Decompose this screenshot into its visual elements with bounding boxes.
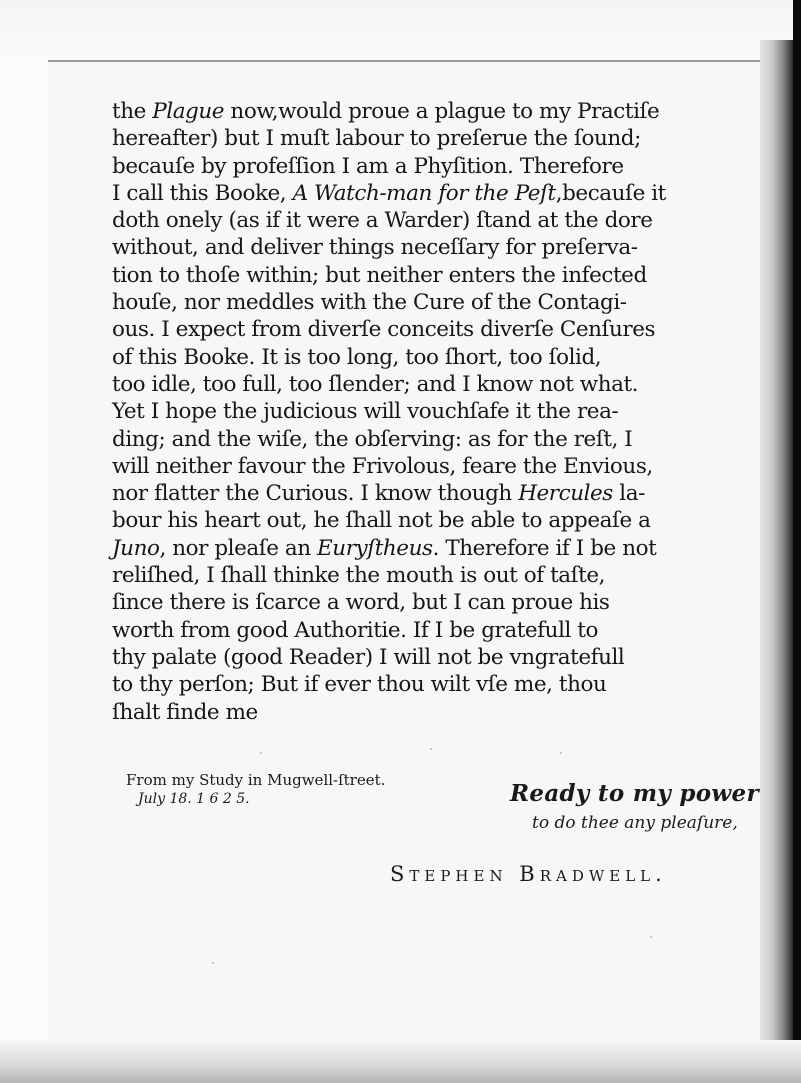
italic-phrase: Plague [152, 99, 225, 124]
body-line: without, and deliver things neceſſary for preſerva- [112, 235, 638, 261]
body-line: tion to thoſe within; but neither enters the infected [112, 262, 647, 288]
body-line: Juno, nor pleaſe an Euryſtheus. Therefore if I be not [112, 535, 657, 561]
body-line: Yet I hope the judicious will vouchſafe it the rea- [112, 399, 619, 425]
body-line: of this Booke. It is too long, too ſhort, too ſolid, [112, 344, 602, 370]
body-line: too idle, too full, too ſlender; and I know not what. [112, 371, 639, 397]
body-line: ding; and the wiſe, the obſerving: as for the reſt, I [112, 426, 633, 452]
body-line: bour his heart out, he ſhall not be able to appeaſe a [112, 508, 651, 534]
body-line: will neither favour the Frivolous, feare the Envious, [112, 453, 653, 479]
body-line: I call this Booke, A Watch-man for the Peſt,becauſe it [112, 180, 666, 206]
body-line: thy palate (good Reader) I will not be vngratefull [112, 644, 625, 670]
body-line: houſe, nor meddles with the Cure of the Contagi- [112, 290, 627, 316]
italic-phrase: Juno [112, 535, 160, 561]
body-text [112, 98, 776, 726]
ink-speckle [560, 752, 562, 754]
body-line: to thy perſon; But if ever thou wilt vſe me, thou [112, 672, 607, 698]
body-line: the Plague now,would proue a plague to my Practiſe [112, 99, 660, 124]
to-line: to do thee any pleaſure, [532, 813, 738, 833]
body-line: ſince there is ſcarce a word, but I can proue his [112, 590, 610, 616]
ready-line: Ready to my power [510, 780, 759, 807]
body-line: hereafter) but I muſt labour to preſerue the ſound; [112, 126, 641, 152]
date-line: July 18. 1 6 2 5. [138, 791, 250, 807]
body-line: ous. I expect from diverſe conceits diverſe Cenſures [112, 317, 656, 343]
italic-phrase: A Watch-man for the Peſt [292, 180, 556, 206]
body-line: becauſe by profeſſion I am a Phyſition. Therefore [112, 153, 624, 179]
ink-speckle [212, 962, 214, 964]
from-line: From my Study in Mugwell-ſtreet. [126, 771, 386, 789]
italic-phrase: Hercules [518, 481, 613, 507]
book-edge [793, 0, 801, 1083]
body-line: reliſhed, I ſhall thinke the mouth is out of taſte, [112, 563, 605, 589]
body-line: nor flatter the Curious. I know though Hercules la- [112, 481, 645, 507]
body-line: ſhalt finde me [112, 699, 258, 725]
signature-left [126, 771, 385, 808]
ink-speckle [650, 936, 652, 938]
italic-phrase: Euryſtheus [317, 535, 433, 561]
ink-speckle [430, 748, 432, 750]
body-line: worth from good Authoritie. If I be gratefull to [112, 617, 598, 643]
body-line: doth onely (as if it were a Warder) ſtand at the dore [112, 208, 653, 234]
author-name: Stephen Bradwell. [390, 862, 667, 886]
ink-speckle [260, 752, 262, 754]
bottom-shadow [0, 1040, 801, 1083]
signature-right [510, 778, 759, 836]
